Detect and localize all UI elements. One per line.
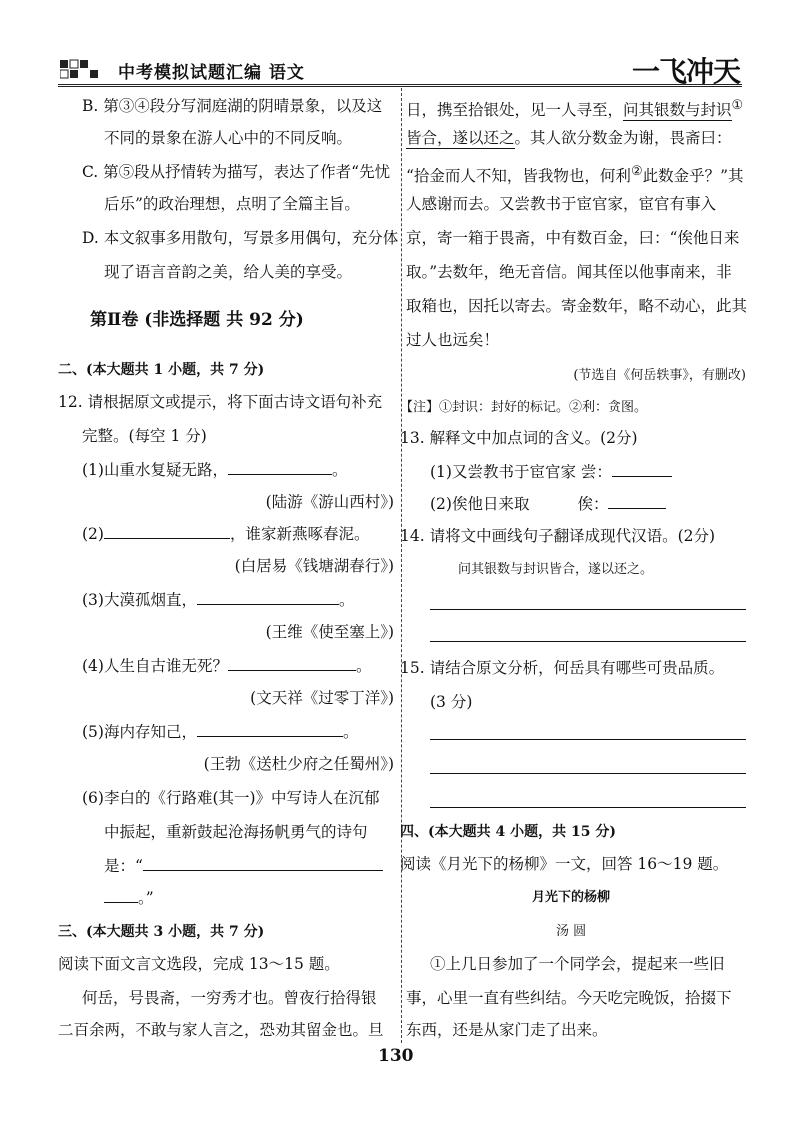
classical-text-line9: 取箱也，因托以寄去。寄金数年，略不动心，此其 <box>406 297 748 315</box>
q13-item2 <box>430 494 666 514</box>
classical-text-line10: 过人也远矣！ <box>406 331 500 349</box>
underlined-sentence-part2: 皆合，遂以还之 <box>406 129 515 147</box>
poem5-text: (5)海内存知己， <box>82 723 197 741</box>
text-r2b: 。其人欲分数金为谢，畏斋曰： <box>514 129 732 147</box>
poem2-answer-blank[interactable] <box>104 524 230 539</box>
header-title: 中考模拟试题汇编 语文 <box>118 63 305 83</box>
reading-instruction-2: 阅读《月光下的杨柳》一文，回答 16～19 题。 <box>400 855 729 873</box>
option-b-line1: B. 第③④段分写洞庭湖的阴晴景象，以及这 <box>82 97 383 115</box>
column-divider <box>401 88 402 1043</box>
q13-item1-text: (1)又尝教书于宦官家 尝： <box>430 463 612 481</box>
reading-instruction-1: 阅读下面文言文选段，完成 13～15 题。 <box>58 955 340 973</box>
q13-prompt: 13. 解释文中加点词的含义。(2分) <box>400 429 638 447</box>
header-rule <box>58 84 742 87</box>
poem3-source: (王维《使至塞上》) <box>265 623 394 641</box>
poem6-line2: 中振起，重新鼓起沧海扬帆勇气的诗句 <box>104 823 368 841</box>
option-c-line2: 后乐”的政治理想，点明了全篇主旨。 <box>104 195 360 213</box>
section-4-heading: 四、(本大题共 4 小题，共 15 分) <box>400 824 616 840</box>
poem3-text: (3)大漠孤烟直， <box>82 591 197 609</box>
poem6-line1: (6)李白的《行路难(其一)》中写诗人在沉郁 <box>82 789 380 807</box>
poem1-source: (陆游《游山西村》) <box>265 493 394 511</box>
poem4-answer-blank[interactable] <box>228 656 356 671</box>
poem5-end: 。 <box>342 723 359 741</box>
poem2-source: (白居易《钱塘湖春行》) <box>234 557 394 575</box>
poem2-text: (2) <box>82 525 104 543</box>
q15-prompt-line2: (3 分) <box>430 693 473 711</box>
poem6-answer-blank-2[interactable] <box>104 888 138 903</box>
poem5-answer-blank[interactable] <box>197 722 343 737</box>
poem2 <box>82 524 369 544</box>
poem5 <box>82 722 358 742</box>
q13-item1 <box>430 462 672 482</box>
option-d-line1: D. 本文叙事多用散句，写景多用偶句，充分体 <box>82 229 399 247</box>
text-r1a: 日，携至拾银处，见一人寻至， <box>406 101 624 120</box>
option-d-line2: 现了语言音韵之美，给人美的享受。 <box>104 263 353 281</box>
option-b-line2: 不同的景象在游人心中的不同反响。 <box>104 129 353 147</box>
poem6-prefix: 是：“ <box>104 857 143 875</box>
section-2-heading: 二、(本大题共 1 小题，共 7 分) <box>58 362 265 378</box>
underlined-sentence-part1: 问其银数与封识 <box>623 101 732 120</box>
poem4-source: (文天祥《过零丁洋》) <box>250 689 394 707</box>
q15-answer-line-3[interactable] <box>430 806 746 808</box>
article-para-line1: ①上几日参加了一个同学会，提起来一些旧 <box>430 955 725 973</box>
option-c-line1: C. 第⑤段从抒情转为描写，表达了作者“先忧 <box>82 163 391 181</box>
classical-text-line3 <box>406 96 743 120</box>
text-r3: “拾金而人不知，皆我物也，何利 <box>406 167 631 186</box>
poem1-answer-blank[interactable] <box>228 460 332 475</box>
q14-sentence: 问其银数与封识皆合，遂以还之。 <box>458 562 654 577</box>
note-ref-1: ① <box>731 98 744 113</box>
poem6-answer-blank-1[interactable] <box>143 856 383 871</box>
q13-answer-blank-1[interactable] <box>612 462 672 477</box>
article-para-line3: 东西，还是从家门走了出来。 <box>406 1021 608 1039</box>
text-r3b: 此数金乎？”其 <box>642 167 744 186</box>
header-brand: 一飞冲天 <box>631 55 740 88</box>
poem6-line3 <box>104 856 383 876</box>
poem4 <box>82 656 371 676</box>
annotation-note: 【注】①封识：封好的标记。②利：贪图。 <box>400 400 648 415</box>
article-title: 月光下的杨柳 <box>532 890 611 905</box>
poem3-end: 。 <box>338 591 355 609</box>
q13-item2-text: (2)俟他日来取 <box>430 495 530 513</box>
article-para-line2: 事，心里一直有些纠结。今天吃完晚饭，拾掇下 <box>406 989 732 1007</box>
page-number: 130 <box>378 1046 414 1066</box>
q13-answer-blank-2[interactable] <box>608 494 666 509</box>
classical-text-line1: 何岳，号畏斋，一穷秀才也。曾夜行拾得银 <box>82 989 377 1007</box>
poem6-line4 <box>104 888 154 908</box>
q14-answer-line-2[interactable] <box>430 640 746 642</box>
poem3 <box>82 590 354 610</box>
article-author: 汤 圆 <box>556 924 587 939</box>
q13-item2-label: 俟： <box>577 495 609 513</box>
poem1-text: (1)山重水复疑无路， <box>82 461 228 479</box>
q12-line1: 12. 请根据原文或提示，将下面古诗文语句补充 <box>58 393 383 411</box>
q14-prompt: 14. 请将文中画线句子翻译成现代汉语。(2分) <box>400 527 716 545</box>
classical-text-line2: 二百余两，不敢与家人言之，恐劝其留金也。旦 <box>58 1021 384 1039</box>
header-decoration-icon <box>60 58 106 82</box>
q15-answer-line-2[interactable] <box>430 772 746 774</box>
classical-text-line8: 取。”去数年，绝无音信。闻其侄以他事南来，非 <box>406 263 732 281</box>
classical-text-line4 <box>406 128 732 148</box>
q15-prompt-line1: 15. 请结合原文分析，何岳具有哪些可贵品质。 <box>400 659 725 677</box>
classical-text-line6: 人感谢而去。又尝教书于宦官家，宦官有事入 <box>406 195 717 213</box>
classical-source: (节选自《何岳轶事》，有删改) <box>573 368 746 383</box>
poem6-end: 。” <box>138 889 154 907</box>
classical-text-line5 <box>406 162 744 186</box>
poem1-end: 。 <box>331 461 348 479</box>
poem2-end: ，谁家新燕啄春泥。 <box>229 525 370 543</box>
volume-2-heading: 第Ⅱ卷 (非选择题 共 92 分) <box>90 310 304 330</box>
poem4-text: (4)人生自古谁无死？ <box>82 657 228 675</box>
poem5-source: (王勃《送杜少府之任蜀州》) <box>203 755 394 773</box>
poem1 <box>82 460 347 480</box>
q12-line2: 完整。(每空 1 分) <box>82 427 207 445</box>
classical-text-line7: 京，寄一箱于畏斋，中有数百金，曰：“俟他日来 <box>406 229 740 247</box>
poem4-end: 。 <box>355 657 372 675</box>
note-ref-2: ② <box>630 164 643 179</box>
q14-answer-line-1[interactable] <box>430 608 746 610</box>
section-3-heading: 三、(本大题共 3 小题，共 7 分) <box>58 924 265 940</box>
q15-answer-line-1[interactable] <box>430 738 746 740</box>
poem3-answer-blank[interactable] <box>197 590 339 605</box>
